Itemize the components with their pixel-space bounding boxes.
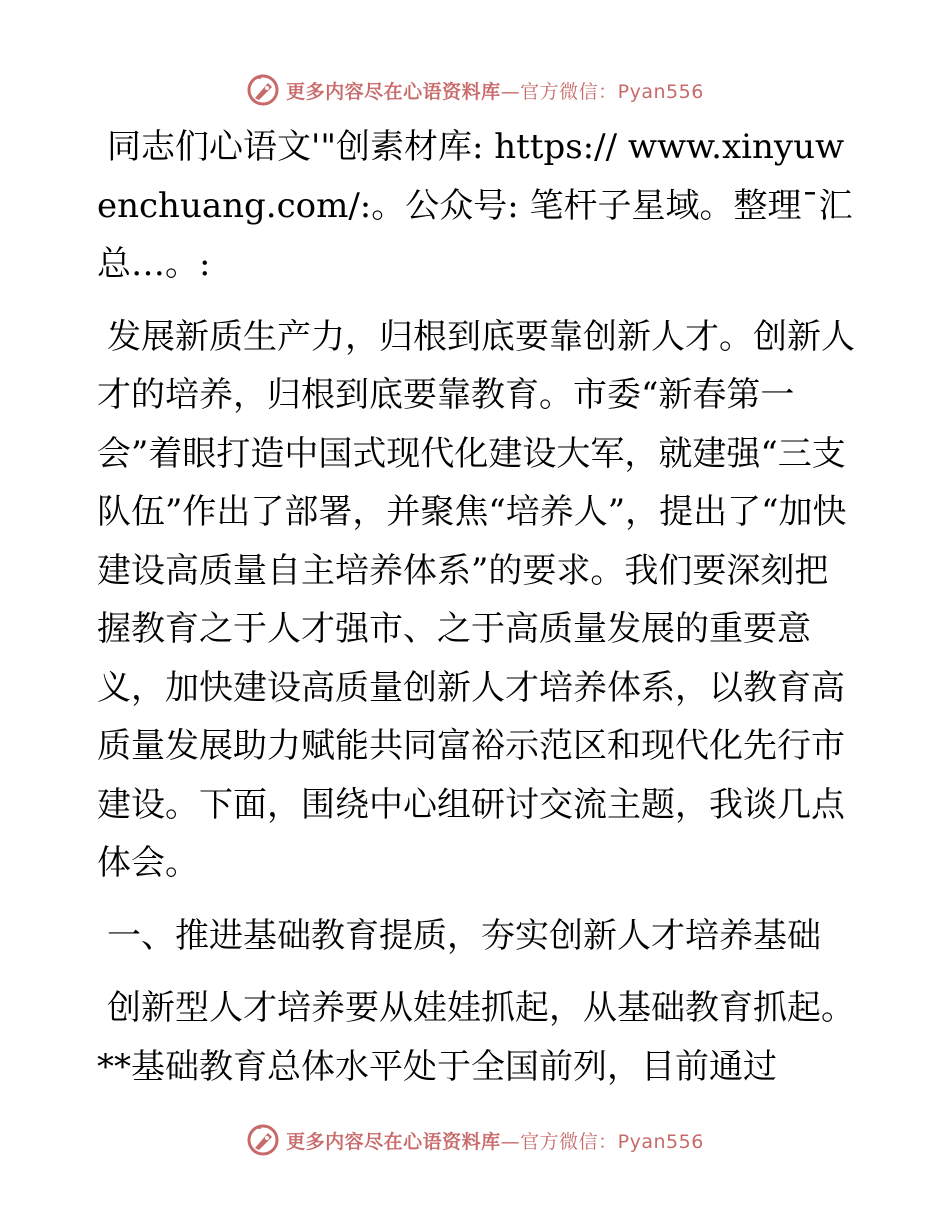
pen-nib-circle-logo-icon: [246, 1123, 280, 1157]
watermark-brand: 更多内容尽在心语资料库: [286, 1130, 501, 1153]
watermark-header: [0, 70, 950, 110]
watermark-brand: 更多内容尽在心语资料库: [286, 80, 501, 103]
pen-nib-circle-logo-icon: [246, 73, 280, 107]
watermark-separator: —: [500, 80, 521, 103]
section-heading-1: 一、推进基础教育提质，夯实创新人才培养基础: [107, 915, 821, 956]
intro-paragraph: 同志们心语文'"创素材库: https:// www.xinyuwenchuang.com/:。公众号: 笔杆子星域。整理¯汇总…。:: [97, 127, 853, 284]
watermark-footer: [0, 1120, 950, 1160]
watermark-separator: —: [500, 1130, 521, 1153]
watermark-contact: 官方微信：Pyan556: [520, 1130, 704, 1153]
watermark-contact: 官方微信：Pyan556: [520, 80, 704, 103]
body-paragraph-2: 创新型人才培养要从娃娃抓起，从基础教育抓起。**基础教育总体水平处于全国前列，目前通过: [97, 988, 855, 1087]
body-paragraph-1: 发展新质生产力，归根到底要靠创新人才。创新人才的培养，归根到底要靠教育。市委“新春第一会”着眼打造中国式现代化建设大军，就建强“三支队伍”作出了部署，并聚焦“培养人”，提出了“加快建设高质量自主培养体系”的要求。我们要深刻把握教育之于人才强市、之于高质量发展的重要意义，加快建设高质量创新人才培养体系，以教育高质量发展助力赋能共同富裕示范区和现代化先行市建设。下面，围绕中心组研讨交流主题，我谈几点体会。: [97, 316, 855, 883]
document-body: [97, 118, 857, 1110]
